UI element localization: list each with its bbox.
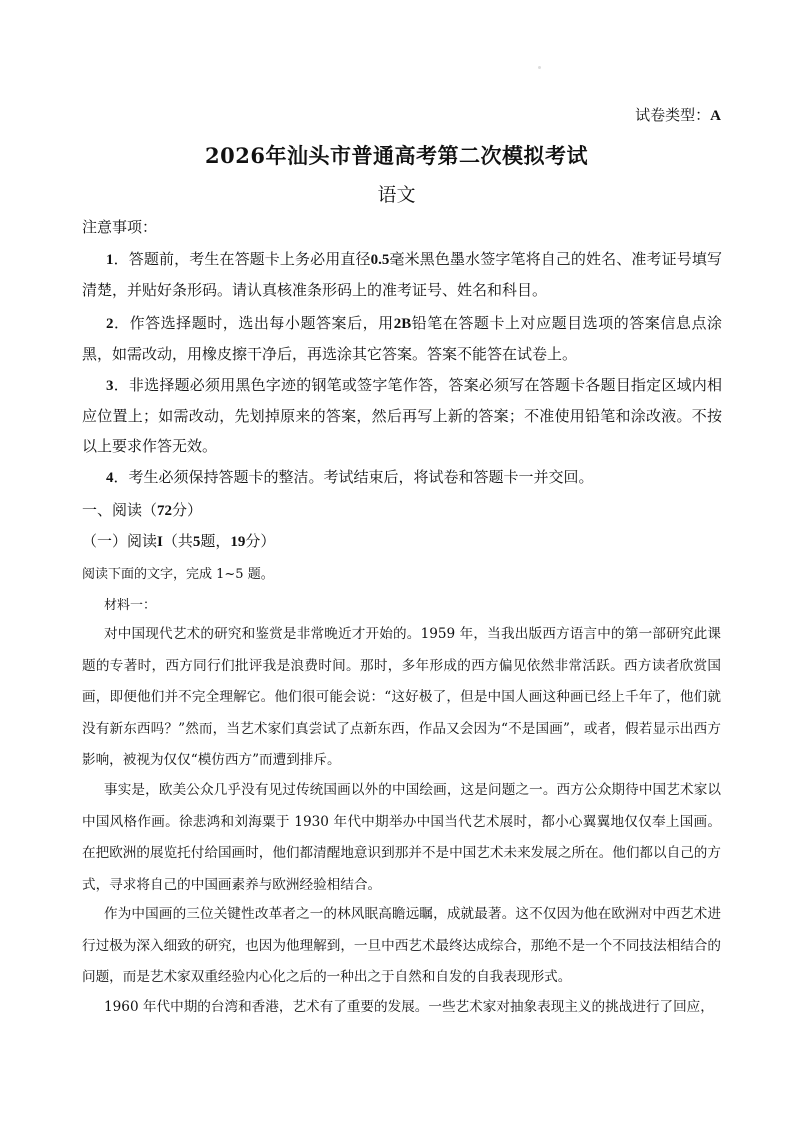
section-text: （共 <box>162 532 193 550</box>
section-text: （一）阅读 <box>82 532 158 550</box>
material-paragraph-2: 事实是，欧美公众几乎没有见过传统国画以外的中国绘画，这是问题之一。西方公众期待中国艺术家以中国风格作画。徐悲鸿和刘海粟于 1930 年代中期举办中国当代艺术展时，都小心翼翼地仅仅奉上国画。在把欧洲的展览托付给国画时，他们都清醒地意识到那并不是中国艺术未来发展之所在。他们都以自己的方式，寻求将自己的中国画素养与欧洲经验相结合。 <box>82 782 721 893</box>
section-text: 分） <box>172 501 203 519</box>
material-paragraph-1: 对中国现代艺术的研究和鉴赏是非常晚近才开始的。1959 年，当我出版西方语言中的第一部研究此课题的专著时，西方同行们批评我是浪费时间。那时，多年形成的西方偏见依然非常活跃。西方读者欣赏国画，即便他们并不完全理解它。他们很可能会说：“这好极了，但是中国人画这种画已经上千年了，他们就没有新东西吗？”然而，当艺术家们真尝试了点新东西，作品又会因为“不是国画”，或者，假若显示出西方影响，被视为仅仅“模仿西方”而遭到排斥。 <box>82 626 721 768</box>
notice-item-text: ．答题前，考生在答题卡上务必用直径 <box>113 250 371 268</box>
notice-item-number: 3 <box>106 378 114 394</box>
section-text: 一、阅读（ <box>82 501 158 519</box>
section-reading-heading <box>82 499 202 520</box>
notice-item-text: ．作答选择题时，选出每小题答案后，用 <box>113 314 394 332</box>
notice-item-text: ．非选择题必须用黑色字迹的钢笔或签字笔作答，答案必须写在答题卡各题目指定区域内相应位置上；如需改动，先划掉原来的答案，然后再写上新的答案；不准使用铅笔和涂改液。不按以上要求作答无效。 <box>82 376 722 455</box>
reading-instruction: 阅读下面的文字，完成 1~5 题。 <box>82 567 274 582</box>
notice-heading: 注意事项： <box>82 218 158 236</box>
section-text: 题， <box>200 532 231 550</box>
section-score: 19 <box>230 534 246 550</box>
material-paragraph-3: 作为中国画的三位关键性改革者之一的林风眠高瞻远瞩，成就最著。这不仅因为他在欧洲对中西艺术进行过极为深入细致的研究，也因为他理解到，一旦中西艺术最终达成综合，那绝不是一个不同技法相结合的问题，而是艺术家双重经验内心化之后的一种出之于自然和自发的自我表现形式。 <box>82 906 721 985</box>
section-reading-1-heading <box>82 530 275 551</box>
notice-item-emphasis: 2B <box>393 316 412 332</box>
exam-title: 2026年汕头市普通高考第二次模拟考试 <box>205 143 588 168</box>
notice-item-1 <box>82 244 722 305</box>
section-score: 72 <box>157 503 173 519</box>
section-text: 分） <box>245 532 276 550</box>
notice-item-3 <box>82 370 722 461</box>
paper-type <box>635 104 721 125</box>
notice-item-text: 铅笔在答题卡上对应题目选项的答案信息点涂黑，如需改动，用橡皮擦干净后，再选涂其它答案。答案不能答在试卷上。 <box>82 314 722 363</box>
notice-item-2 <box>82 308 722 369</box>
scan-speck <box>538 66 541 69</box>
notice-item-emphasis: 0.5 <box>370 252 390 268</box>
paper-type-label: 试卷类型： <box>635 106 711 124</box>
section-roman: I <box>157 534 163 550</box>
exam-subject: 语文 <box>377 184 416 206</box>
material-paragraph-4: 1960 年代中期的台湾和香港，艺术有了重要的发展。一些艺术家对抽象表现主义的挑战进行了回应， <box>104 999 714 1015</box>
material-label: 材料一： <box>104 598 157 613</box>
notice-item-number: 4 <box>106 470 114 486</box>
notice-item-text: 毫米黑色墨水签字笔将自己的姓名、准考证号填写清楚，并贴好条形码。请认真核准条形码上的准考证号、姓名和科目。 <box>82 250 722 299</box>
notice-item-4 <box>82 462 722 493</box>
section-question-count: 5 <box>192 534 201 550</box>
notice-item-number: 1 <box>106 252 114 268</box>
notice-item-number: 2 <box>106 316 114 332</box>
paper-type-value: A <box>710 108 721 124</box>
notice-item-text: ．考生必须保持答题卡的整洁。考试结束后，将试卷和答题卡一并交回。 <box>113 468 594 486</box>
